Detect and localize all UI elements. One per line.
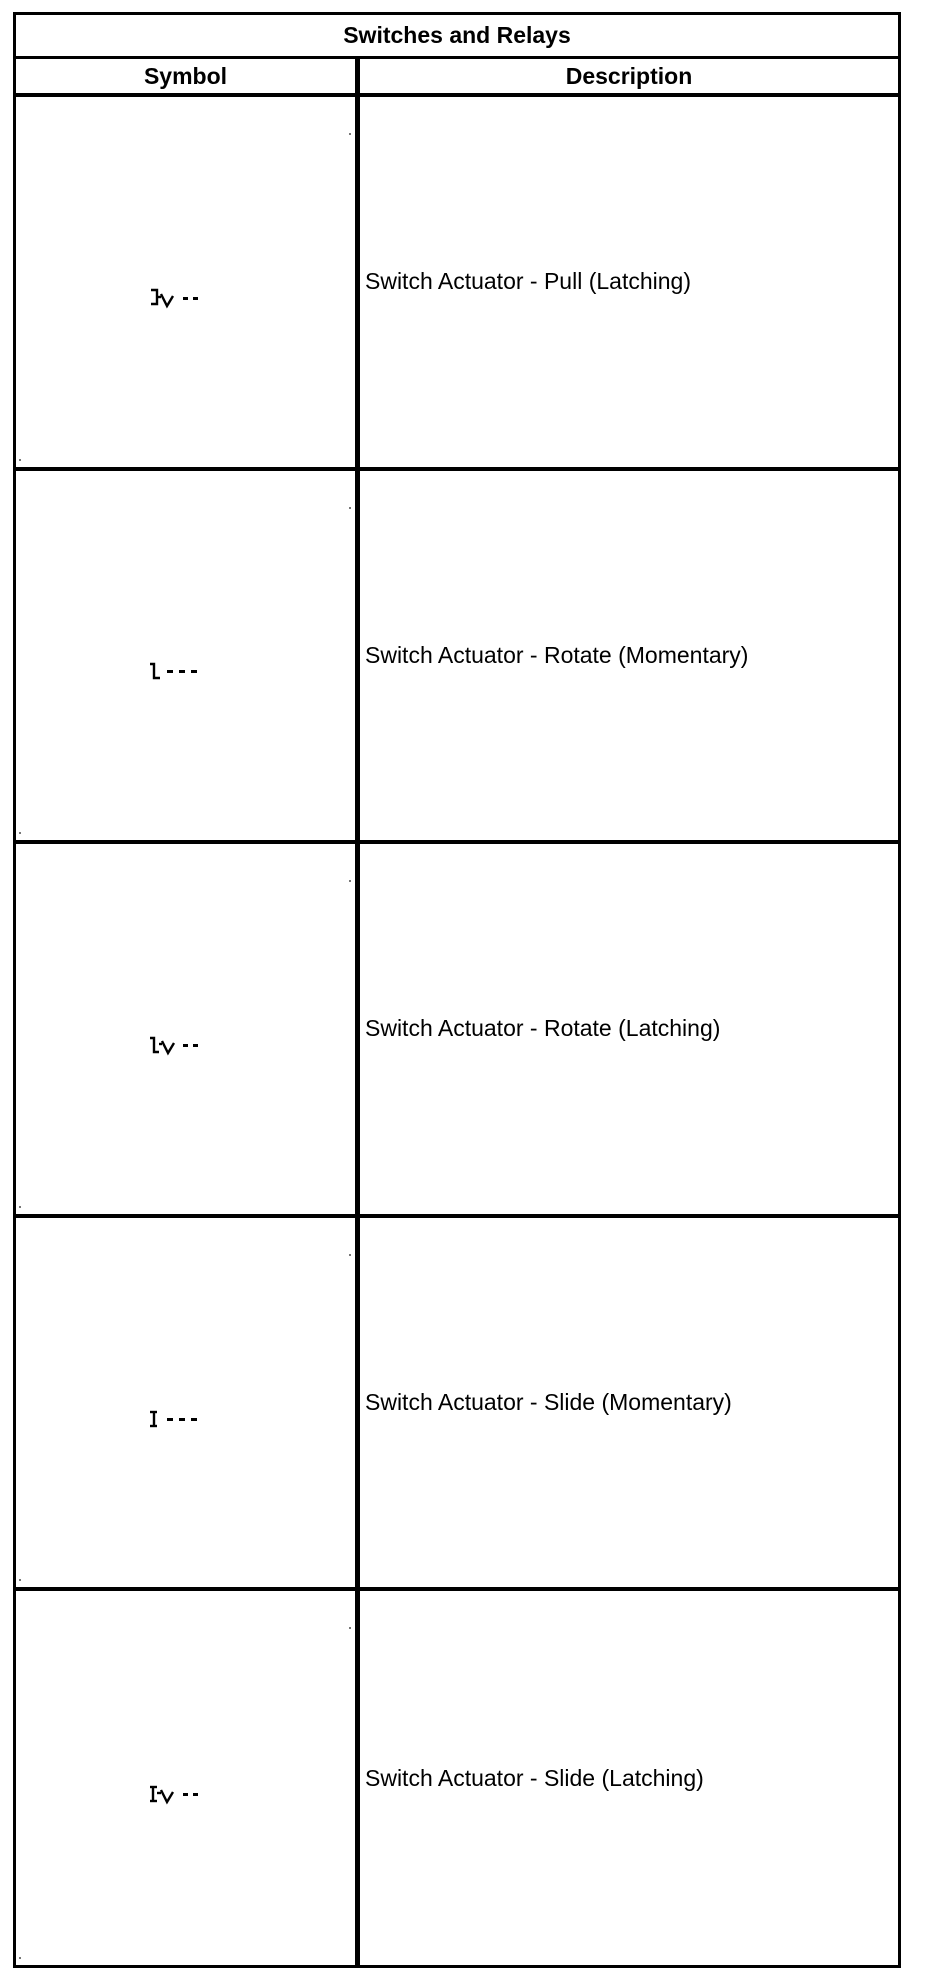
corner-dot [19,1206,21,1208]
table-row-symbol-cell [16,97,360,471]
corner-dot [349,1627,351,1629]
corner-dot [19,1579,21,1581]
corner-dot [19,459,21,461]
description-column-header: Description [360,59,898,97]
table-row-description: Switch Actuator - Rotate (Latching) [360,844,898,1218]
table-row-description: Switch Actuator - Rotate (Momentary) [360,471,898,845]
symbol-column-header: Symbol [16,59,360,97]
table-row-symbol-cell [16,1218,360,1592]
slide-momentary-actuator-icon [147,1407,207,1431]
rotate-latching-actuator-icon [147,1033,207,1057]
switches-relays-table [13,12,901,1968]
table-title: Switches and Relays [16,15,898,59]
corner-dot [349,1254,351,1256]
table-row-symbol-cell [16,1591,360,1965]
slide-latching-actuator-icon [147,1782,207,1806]
table-row-symbol-cell [16,471,360,845]
table-row-symbol-cell [16,844,360,1218]
table-row-description: Switch Actuator - Pull (Latching) [360,97,898,471]
table-row-description: Switch Actuator - Slide (Momentary) [360,1218,898,1592]
corner-dot [349,880,351,882]
rotate-momentary-actuator-icon [147,659,207,683]
corner-dot [349,133,351,135]
corner-dot [19,832,21,834]
pull-latching-actuator-icon [147,286,207,310]
corner-dot [19,1957,21,1959]
table-row-description: Switch Actuator - Slide (Latching) [365,1764,704,1791]
corner-dot [349,507,351,509]
